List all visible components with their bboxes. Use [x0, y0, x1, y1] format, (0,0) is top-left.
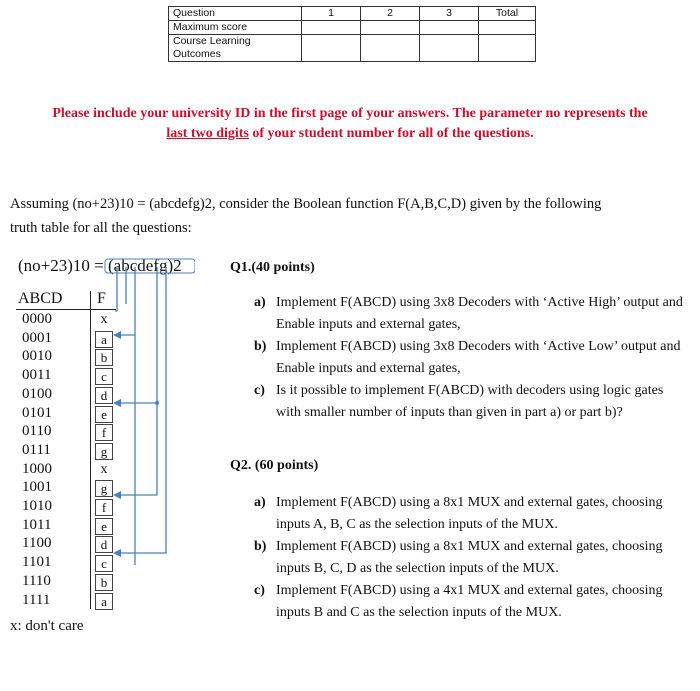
- q2-item-b: [254, 536, 684, 580]
- dont-care-note: x: don't care: [10, 618, 84, 634]
- q2-item-a: [254, 492, 684, 536]
- q2-item-c: [254, 580, 684, 624]
- truth-table-abcd: 0101: [22, 404, 52, 421]
- assumption-line1: Assuming (no+23)10 = (abcdefg)2, consider the Boolean function F(A,B,C,D) given by the following: [10, 196, 602, 212]
- q2-item-text: Implement F(ABCD) using a 4x1 MUX and external gates, choosing inputs B and C as the selection inputs of the MUX.: [276, 583, 663, 620]
- truth-table-f: x: [100, 461, 108, 477]
- assumption-paragraph: [10, 192, 690, 240]
- truth-table-f: c: [95, 555, 113, 572]
- score-header-question: Question: [169, 7, 302, 21]
- truth-table-abcd: 1010: [22, 498, 52, 514]
- score-header-q2: 2: [361, 7, 420, 21]
- q1-title: Q1.(40 points): [230, 260, 315, 275]
- truth-table-header-f: F: [97, 290, 106, 307]
- truth-table-equation: (no+23)10 = (abcdefg)2: [18, 256, 182, 275]
- q1-item-c: [254, 380, 684, 424]
- q2-item-tag: c): [254, 583, 265, 598]
- truth-table-f: e: [95, 406, 113, 423]
- truth-table-abcd: 1000: [22, 460, 52, 477]
- q1-item-text: Implement F(ABCD) using 3x8 Decoders with ‘Active High’ output and Enable inputs and external gates,: [276, 295, 683, 332]
- score-header-total: Total: [479, 7, 536, 21]
- truth-table-abcd: 0100: [22, 385, 52, 402]
- truth-table-f: a: [95, 331, 113, 348]
- truth-table-abcd: 0001: [22, 329, 52, 346]
- notice-line1: Please include your university ID in the first page of your answers. The parameter no represents the: [52, 106, 648, 121]
- truth-table-f: f: [95, 424, 113, 441]
- q2-item-text: Implement F(ABCD) using a 8x1 MUX and external gates, choosing inputs B, C, D as the selection inputs of the MUX.: [276, 539, 663, 576]
- truth-table-f: b: [95, 574, 113, 591]
- id-notice: [8, 104, 692, 144]
- truth-table-abcd: 1110: [22, 572, 51, 589]
- score-header-q3: 3: [420, 7, 479, 21]
- q1-item-tag: b): [254, 339, 267, 354]
- score-table-row: [169, 35, 536, 62]
- truth-table-header-abcd: ABCD: [18, 290, 63, 307]
- q1-item-tag: c): [254, 383, 265, 398]
- truth-table-f: d: [95, 387, 113, 404]
- truth-table-abcd: 1100: [22, 535, 52, 552]
- q1-item-a: [254, 292, 684, 336]
- truth-table-f: f: [95, 499, 113, 516]
- q2-title: Q2. (60 points): [230, 458, 319, 473]
- max-score-label: Maximum score: [169, 21, 302, 35]
- notice-line2: [8, 124, 692, 144]
- truth-table-abcd: 0011: [22, 367, 52, 384]
- truth-table-f: c: [95, 368, 113, 385]
- truth-table-f: b: [95, 349, 113, 366]
- truth-table-abcd: 1001: [22, 479, 52, 496]
- q2-item-tag: a): [254, 495, 266, 510]
- q1-item-text: Implement F(ABCD) using 3x8 Decoders with ‘Active Low’ output and Enable inputs and external gates,: [276, 339, 681, 376]
- truth-table-f: e: [95, 518, 113, 535]
- q2-item-text: Implement F(ABCD) using a 8x1 MUX and external gates, choosing inputs A, B, C as the selection inputs of the MUX.: [276, 495, 663, 532]
- truth-table-abcd: 0010: [22, 348, 52, 365]
- truth-table-f: g: [95, 443, 113, 460]
- q1-item-tag: a): [254, 295, 266, 310]
- truth-table-f: a: [95, 593, 113, 610]
- truth-table-abcd: 1101: [22, 554, 52, 571]
- truth-table-f: d: [95, 536, 113, 553]
- score-table: [168, 6, 536, 62]
- truth-table-vline: [90, 291, 91, 609]
- truth-table-f: x: [100, 312, 108, 327]
- connector-arrows: [95, 255, 195, 615]
- truth-table-abcd: 1011: [22, 516, 52, 533]
- q1-item-text: Is it possible to implement F(ABCD) with decoders using logic gates with smaller number of inputs than given in part a) or part b)?: [276, 383, 664, 420]
- notice-underlined: last two digits: [166, 126, 249, 141]
- truth-table-abcd: 0111: [22, 441, 51, 458]
- q1-item-b: [254, 336, 684, 380]
- assumption-line2: truth table for all the questions:: [10, 220, 192, 236]
- notice-line2-rest: of your student number for all of the questions.: [248, 126, 534, 141]
- score-table-row: [169, 21, 536, 35]
- q2-item-tag: b): [254, 539, 267, 554]
- score-header-q1: 1: [302, 7, 361, 21]
- truth-table-f: g: [95, 480, 113, 497]
- score-table-header-row: [169, 7, 536, 21]
- truth-table-abcd: 0000: [22, 311, 52, 327]
- truth-table-abcd: 1111: [22, 591, 51, 608]
- clo-label: Course Learning Outcomes: [169, 35, 302, 62]
- truth-table-abcd: 0110: [22, 423, 52, 440]
